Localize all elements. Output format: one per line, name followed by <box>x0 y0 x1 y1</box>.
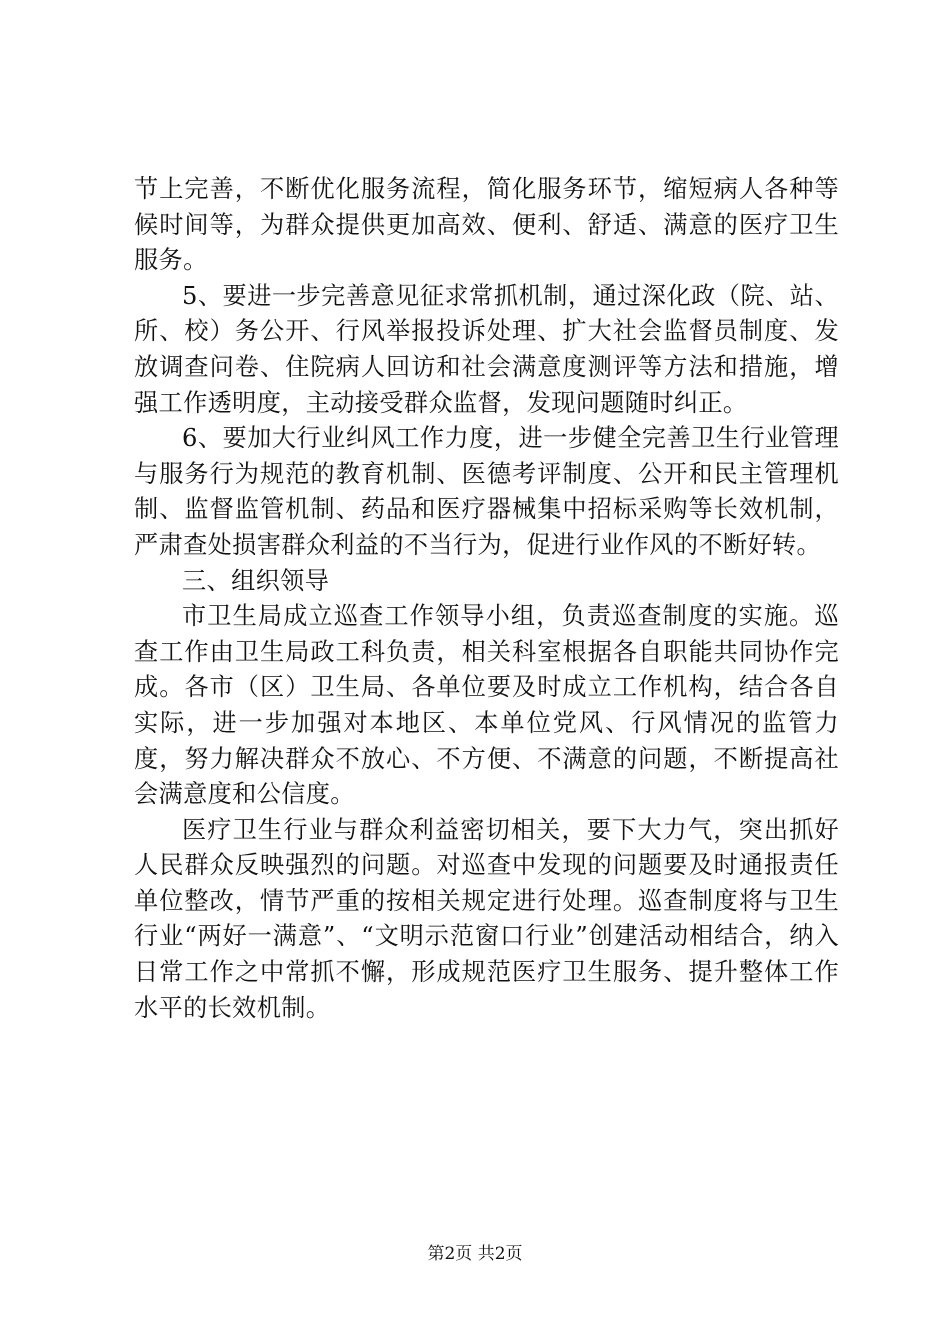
paragraph-continuation: 节上完善，不断优化服务流程，简化服务环节，缩短病人各种等候时间等，为群众提供更加高效、便利、舒适、满意的医疗卫生服务。 <box>134 175 839 275</box>
paragraph-organization: 市卫生局成立巡查工作领导小组，负责巡查制度的实施。巡查工作由卫生局政工科负责，相关科室根据各自职能共同协作完成。各市（区）卫生局、各单位要及时成立工作机构，结合各自实际，进一步加强对本地区、本单位党风、行风情况的监管力度，努力解决群众不放心、不方便、不满意的问题，不断提高社会满意度和公信度。 <box>134 602 839 809</box>
paragraph-closing: 医疗卫生行业与群众利益密切相关，要下大力气，突出抓好人民群众反映强烈的问题。对巡查中发现的问题要及时通报责任单位整改，情节严重的按相关规定进行处理。巡查制度将与卫生行业“两好一满意”、“文明示范窗口行业”创建活动相结合，纳入日常工作之中常抓不懈，形成规范医疗卫生服务、提升整体工作水平的长效机制。 <box>134 815 839 1022</box>
section-heading-organization: 三、组织领导 <box>182 566 330 595</box>
document-body <box>134 172 839 1026</box>
paragraph-item-5: 5、要进一步完善意见征求常抓机制，通过深化政（院、站、所、校）务公开、行风举报投诉处理、扩大社会监督员制度、发放调查问卷、住院病人回访和社会满意度测评等方法和措施，增强工作透明度，主动接受群众监督，发现问题随时纠正。 <box>134 281 839 417</box>
page-number-footer: 第2页 共2页 <box>427 1244 523 1264</box>
paragraph-item-6: 6、要加大行业纠风工作力度，进一步健全完善卫生行业管理与服务行为规范的教育机制、医德考评制度、公开和民主管理机制、监督监管机制、药品和医疗器械集中招标采购等长效机制，严肃查处损害群众利益的不当行为，促进行业作风的不断好转。 <box>134 424 839 559</box>
